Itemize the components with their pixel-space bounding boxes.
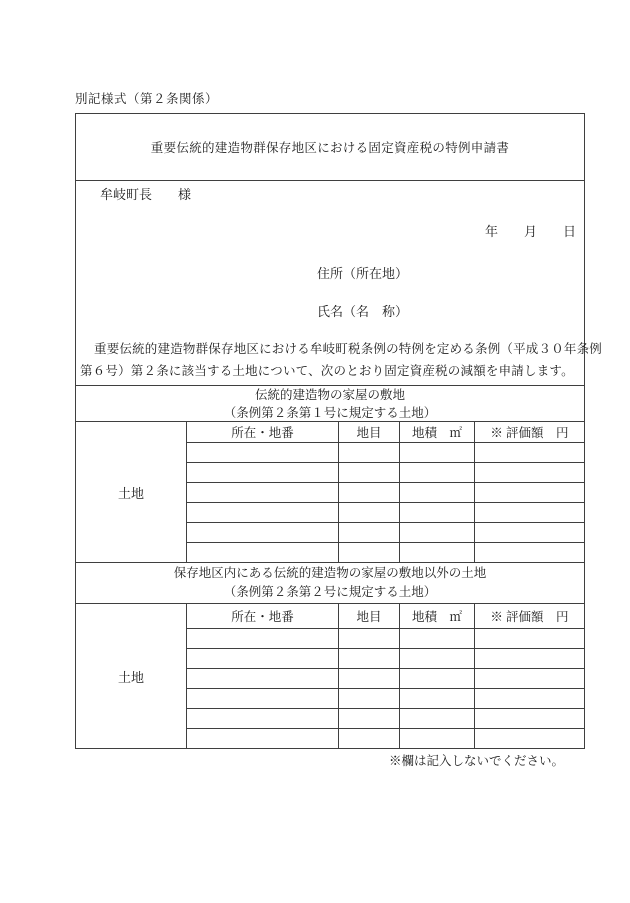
blank-entry-cell [186,522,338,542]
blank-entry-cell [338,668,399,688]
blank-entry-cell [474,542,584,562]
section2-col-header-assessed-value: ※ 評価額 円 [474,604,584,628]
footnote: ※欄は記入しないでください。 [388,754,564,768]
blank-entry-cell [338,462,399,482]
name-label: 氏名（名 称） [317,304,409,319]
blank-entry-cell [338,482,399,502]
section2-land-table [76,603,584,748]
blank-entry-cell [474,482,584,502]
section2-col-header-land-category: 地目 [338,604,399,628]
section1-land-row-label: 土地 [117,485,144,501]
blank-entry-cell [338,728,399,748]
blank-entry-cell [474,728,584,748]
blank-entry-cell [338,708,399,728]
blank-entry-cell [338,522,399,542]
section2-title-line1: 保存地区内にある伝統的建造物の家屋の敷地以外の土地 [173,566,487,580]
section2-col-header-land-area: 地積 ㎡ [399,604,474,628]
section2-col-header-location: 所在・地番 [186,604,338,628]
blank-entry-cell [186,728,338,748]
section2-title-line2: （条例第２条第２号に規定する土地） [223,585,437,599]
blank-entry-cell [186,482,338,502]
blank-entry-cell [474,628,584,648]
section1-land-table [76,421,584,562]
blank-entry-cell [474,522,584,542]
section1-title-line2: （条例第２条第１号に規定する土地） [223,406,437,420]
blank-entry-cell [399,668,474,688]
blank-entry-cell [399,522,474,542]
blank-entry-cell [399,462,474,482]
address-label: 住所（所在地） [317,266,409,281]
blank-entry-cell [338,502,399,522]
blank-entry-cell [186,648,338,668]
blank-entry-cell [186,668,338,688]
blank-entry-cell [474,442,584,462]
blank-entry-cell [474,688,584,708]
blank-entry-cell [474,462,584,482]
blank-entry-cell [186,708,338,728]
statement-line-1: 重要伝統的建造物群保存地区における牟岐町税条例の特例を定める条例（平成３０年条例 [94,342,603,356]
blank-entry-cell [399,708,474,728]
form-title-block [76,114,584,181]
blank-entry-cell [399,482,474,502]
section1-col-header-assessed-value: ※ 評価額 円 [474,422,584,442]
statement-line-2: 第６号）第２条に該当する土地について、次のとおり固定資産税の減額を申請します。 [80,364,574,378]
blank-entry-cell [399,688,474,708]
blank-entry-cell [186,462,338,482]
application-statement [80,338,603,382]
blank-entry-cell [474,668,584,688]
section1-title [76,385,584,421]
section1-col-header-land-area: 地積 ㎡ [399,422,474,442]
recipient-name: 牟岐町長 [100,187,153,202]
blank-entry-cell [186,628,338,648]
date-line: 年 月 日 [484,224,576,239]
blank-entry-cell [186,688,338,708]
section1-col-header-land-category: 地目 [338,422,399,442]
section1-title-line1: 伝統的建造物の家屋の敷地 [254,388,405,402]
blank-entry-cell [399,648,474,668]
blank-entry-cell [474,708,584,728]
section2-land-row-label: 土地 [117,669,144,685]
blank-entry-cell [399,628,474,648]
blank-entry-cell [399,728,474,748]
blank-entry-cell [186,442,338,462]
section2-title [76,562,584,603]
blank-entry-cell [338,542,399,562]
blank-entry-cell [474,648,584,668]
section1-col-header-location: 所在・地番 [186,422,338,442]
blank-entry-cell [399,502,474,522]
form-label: 別記様式（第２条関係） [75,92,219,106]
blank-entry-cell [186,502,338,522]
blank-entry-cell [399,442,474,462]
blank-entry-cell [338,688,399,708]
document-title: 重要伝統的建造物群保存地区における固定資産税の特例申請書 [150,141,510,155]
recipient-line [100,184,191,203]
blank-entry-cell [399,542,474,562]
application-form-box [75,113,603,749]
blank-entry-cell [338,648,399,668]
recipient-honorific: 様 [178,187,192,202]
blank-entry-cell [338,628,399,648]
blank-entry-cell [474,502,584,522]
blank-entry-cell [186,542,338,562]
blank-entry-cell [338,442,399,462]
